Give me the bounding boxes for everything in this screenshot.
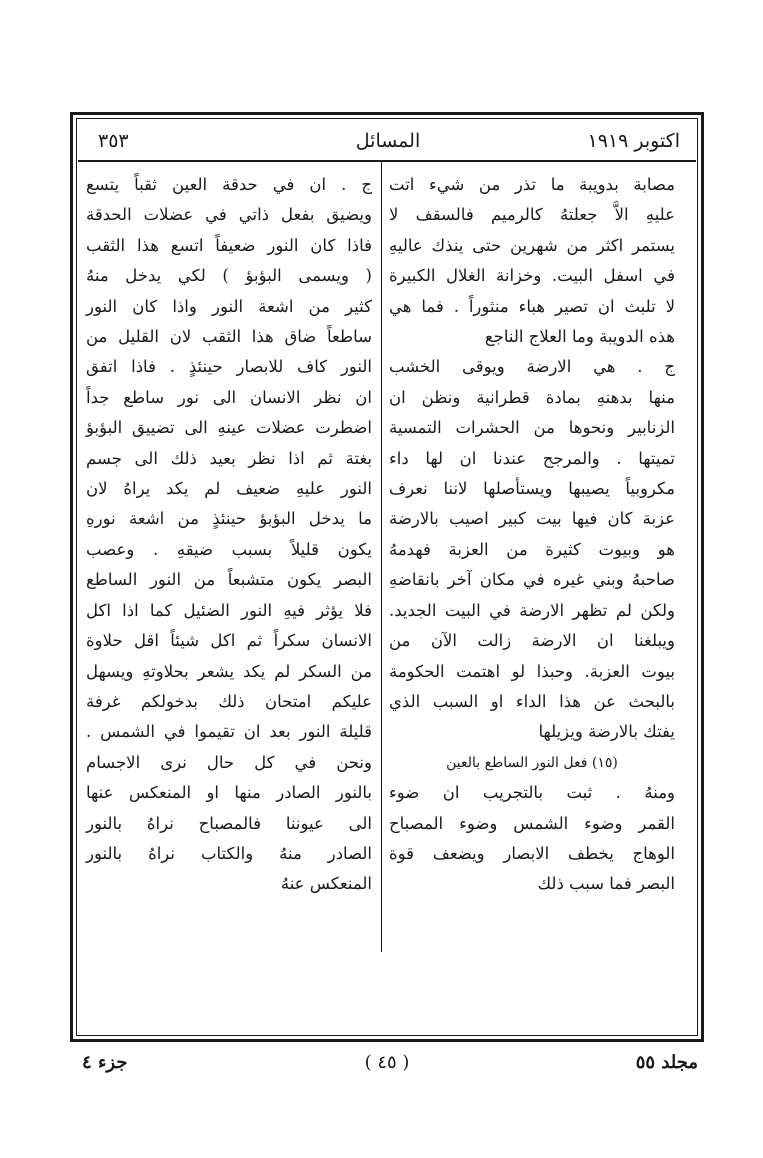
text-line: عزبة كان فيها بيت كبير اصيب بالارضة: [389, 509, 675, 529]
header-title: المسائل: [355, 130, 421, 152]
text-line: ج . ان في حدقة العين ثقباً يتسع: [86, 175, 372, 194]
text-line: الى عيوننا فالمصباح نراهُ بالنور: [86, 813, 372, 833]
page-number: ٣٥٣: [98, 130, 129, 152]
text-line: المنعكس عنهُ: [280, 874, 372, 894]
text-line: مصابة بدويبة ما تذر من شيء اتت: [389, 175, 675, 194]
text-line: ويبلغنا ان الارضة زالت الآن من: [389, 631, 675, 651]
section-heading: (١٥) فعل النور الساطع بالعين: [446, 754, 618, 771]
text-line: كثير من اشعة النور واذا كان النور: [86, 296, 372, 316]
text-line: هو وبيوت كثيرة من العزبة فهدمهُ: [389, 539, 675, 559]
text-line: ان نظر الانسان الى نور ساطع جداً: [86, 387, 372, 407]
text-line: صاحبهُ وبني غيره في مكان آخر بانقاضهِ: [389, 570, 675, 590]
text-line: الصادر منهُ والكتاب نراهُ بالنور: [86, 843, 372, 863]
text-line: بيوت العزبة. وحبذا لو اهتمت الحكومة: [389, 661, 675, 681]
text-line: البصر فما سبب ذلك: [537, 874, 675, 894]
right-column: [389, 170, 675, 900]
text-line: بالنور الصادر منها او المنعكس عنها: [86, 783, 372, 803]
text-line: ويضيق بفعل ذاتي في عضلات الحدقة: [86, 205, 372, 225]
text-line: يفتك بالارضة ويزيلها: [538, 722, 675, 742]
text-line: تميتها . والمرجح عندنا ان لها داء: [389, 448, 675, 468]
text-line: الزنابير ونحوها من الحشرات التمسية: [389, 418, 675, 438]
text-line: القمر وضوء الشمس وضوء المصباح: [389, 813, 675, 833]
left-column: [86, 170, 372, 900]
text-line: ومنهُ . ثبت بالتجريب ان ضوء: [389, 783, 675, 803]
text-line: من السكر لم يكد يشعر بحلاوتهِ ويسهل: [86, 661, 372, 681]
text-line: قليلة النور بعد ان تقيموا في الشمس .: [86, 722, 372, 742]
footer-part: جزء ٤: [82, 1052, 128, 1073]
text-line: اضطرت عضلات عينهِ الى تضييق البؤبؤ: [86, 418, 372, 438]
text-line: البصر يكون متشبعاً من النور الساطع: [86, 570, 372, 590]
text-line: يكون قليلاً بسبب ضيقهِ . وعصب: [86, 539, 372, 559]
text-line: يستمر اكثر من شهرين حتى ينذك عاليهِ: [389, 235, 675, 255]
text-line: ( ويسمى البؤبؤ ) لكي يدخل منهُ: [86, 266, 372, 286]
text-line: ج . هي الارضة ويوقى الخشب: [389, 357, 675, 377]
text-line: النور عليهِ ضعيف لم يكد يراهُ لان: [86, 479, 372, 499]
text-line: بغتة ثم اذا نظر بعيد ذلك الى جسم: [86, 448, 372, 468]
page-footer: [70, 1052, 704, 1082]
text-line: الوهاج يخطف الابصار ويضعف قوة: [389, 843, 675, 863]
text-line: فلا يؤثر فيهِ النور الضئيل كما اذا اكل: [86, 600, 372, 620]
text-line: ساطعاً ضاق هذا الثقب لان القليل من: [86, 327, 372, 347]
text-line: مكروبياً يصيبها ويستأصلها لاننا نعرف: [389, 479, 675, 499]
text-line: ونحن في كل حال نرى الاجسام: [86, 752, 372, 772]
text-line: النور كاف للابصار حينئذٍ . فاذا اتفق: [86, 357, 372, 377]
footer-volume: مجلد ٥٥: [635, 1052, 698, 1073]
text-line: بالبحث عن هذا الداء او السبب الذي: [389, 691, 675, 711]
header-date: اكتوبر ١٩١٩: [587, 130, 680, 152]
text-line: هذه الدويبة وما العلاج الناجع: [484, 327, 675, 347]
header-rule: [78, 160, 696, 162]
text-line: لا تلبث ان تصير هباء منثوراً . فما هي: [389, 296, 675, 316]
text-line: ولكن لم تظهر الارضة في البيت الجديد.: [389, 600, 675, 620]
text-line: الانسان سكراً ثم اكل شيئاً اقل حلاوة: [86, 631, 372, 651]
text-line: منها بدهنهِ بمادة قطرانية ونظن ان: [389, 387, 675, 407]
column-divider: [381, 162, 382, 952]
running-header: [90, 126, 686, 158]
text-line: عليهِ الاَّ جعلتهُ كالرميم فالسقف لا: [389, 205, 675, 225]
text-line: في اسفل البيت. وخزانة الغلال الكبيرة: [389, 266, 675, 286]
text-line: فاذا كان النور ضعيفاً اتسع هذا الثقب: [86, 235, 372, 255]
text-line: عليكم امتحان ذلك بدخولكم غرفة: [86, 691, 372, 711]
text-line: ما يدخل البؤبؤ حينئذٍ من اشعة نورهِ: [86, 509, 372, 529]
footer-number: ( ٤٥ ): [364, 1052, 410, 1073]
